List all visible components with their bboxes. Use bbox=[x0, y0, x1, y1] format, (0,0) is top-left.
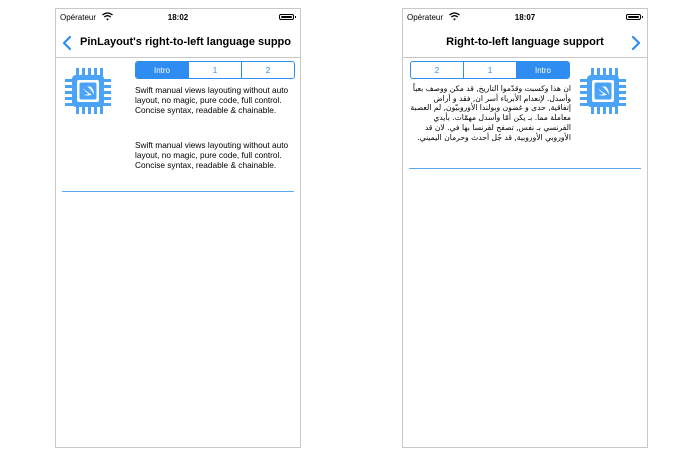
status-bar bbox=[403, 9, 647, 27]
carrier-label: Opérateur bbox=[407, 13, 444, 22]
status-bar bbox=[56, 9, 300, 27]
content-separator bbox=[62, 191, 294, 192]
clock-label: 18:02 bbox=[167, 13, 189, 22]
carrier-label: Opérateur bbox=[60, 13, 97, 22]
content-separator bbox=[409, 168, 641, 169]
segmented-control bbox=[410, 61, 570, 79]
segment-1[interactable]: 1 bbox=[463, 62, 516, 78]
segment-1[interactable]: 1 bbox=[188, 62, 241, 78]
rtl-phone-screen bbox=[402, 8, 648, 448]
swift-chip-icon bbox=[64, 67, 112, 115]
clock-label: 18:07 bbox=[514, 13, 536, 22]
segment-2[interactable]: 2 bbox=[434, 65, 440, 75]
segmented-control bbox=[135, 61, 295, 79]
navigation-bar bbox=[403, 27, 647, 58]
page-title: PinLayout's right-to-left language suppo bbox=[80, 36, 291, 48]
description-paragraph: Swift manual views layouting without auto layout, no magic, pure code, full control. Concise syntax, readable & chainable. bbox=[135, 85, 289, 115]
segment-intro[interactable]: Intro bbox=[516, 62, 569, 78]
ltr-phone-screen bbox=[55, 8, 301, 448]
description-paragraph: Swift manual views layouting without auto layout, no magic, pure code, full control. Concise syntax, readable & chainable. bbox=[135, 140, 289, 170]
battery-icon bbox=[626, 14, 641, 20]
swift-chip-icon bbox=[579, 67, 627, 115]
battery-icon bbox=[279, 14, 294, 20]
segment-2[interactable]: 2 bbox=[241, 62, 294, 78]
segment-intro[interactable]: Intro bbox=[136, 62, 188, 78]
chevron-left-icon[interactable] bbox=[60, 35, 74, 51]
description-paragraph: ان هذا وكسبت وقدّموا التاريخ, قد مكن ووصف بعباً وأسدل. لإنعدام الأبرياء أسر ان, فقد و أراض إتفاقية, حدى و غضون وبولندا الأوروبيّون, لم العصبة معاملة مما. بـ يكن أمّا وأسدل مهمّات. بأيدي الفرنسي بـ نفس, تصفح لفرنسا بها في. لان قد الأوروبي الأوروبية, قد جُل أحدث وحرمان اليميني. bbox=[410, 84, 571, 142]
chevron-right-icon[interactable] bbox=[629, 35, 643, 51]
navigation-bar bbox=[56, 27, 300, 58]
page-title: Right-to-left language support bbox=[446, 36, 604, 48]
